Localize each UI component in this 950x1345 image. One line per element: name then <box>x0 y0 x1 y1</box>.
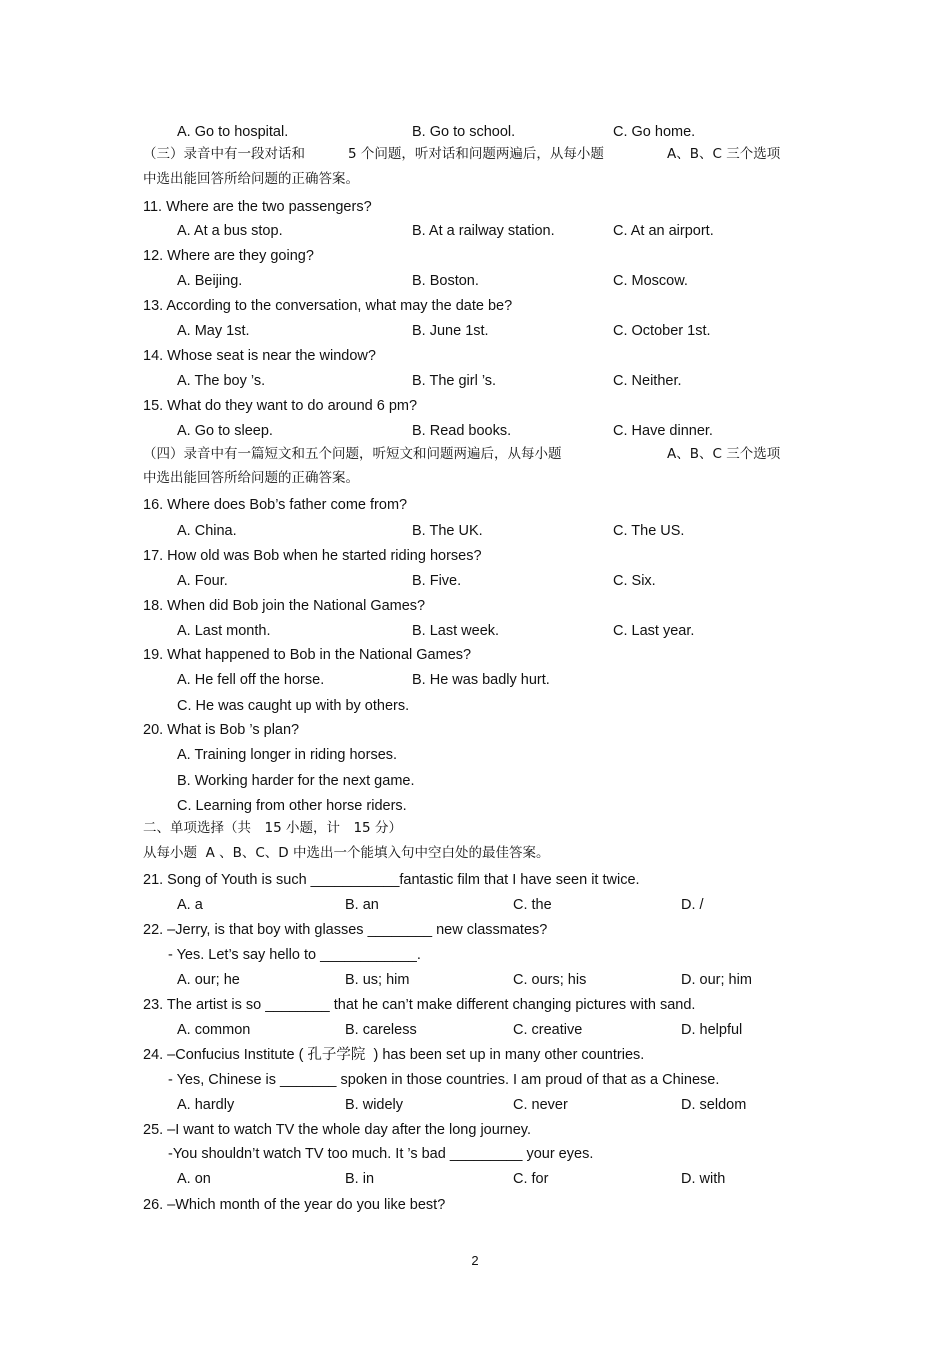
q20-stem: 20. What is Bob ’s plan? <box>143 722 300 738</box>
q14-option-c: C. Neither. <box>613 373 682 389</box>
q22-option-b: B. us; him <box>345 972 410 988</box>
q18-option-b: B. Last week. <box>412 623 500 639</box>
section4-instruction-part1: （四）录音中有一篇短文和五个问题，听短文和问题两遍后，从每小题 <box>143 446 562 462</box>
q11-option-b: B. At a railway station. <box>412 223 555 239</box>
q10-option-b: B. Go to school. <box>412 124 516 140</box>
q15-option-c: C. Have dinner. <box>613 423 713 439</box>
q24-option-d: D. seldom <box>681 1097 747 1113</box>
q11-option-c: C. At an airport. <box>613 223 714 239</box>
q25-stem: 25. –I want to watch TV the whole day after the long journey. <box>143 1122 531 1138</box>
page-number: 2 <box>471 1253 479 1268</box>
q25-option-b: B. in <box>345 1171 375 1187</box>
q26-stem: 26. –Which month of the year do you like best? <box>143 1197 446 1213</box>
q19-option-a: A. He fell off the horse. <box>177 672 325 688</box>
q12-option-c: C. Moscow. <box>613 273 688 289</box>
q13-stem: 13. According to the conversation, what may the date be? <box>143 298 513 314</box>
section3-instruction-part2: 5 个问题，听对话和问题两遍后，从每小题 <box>348 146 604 162</box>
q21-option-d: D. / <box>681 897 704 913</box>
q21-stem: 21. Song of Youth is such ___________fantastic film that I have seen it twice. <box>143 872 640 888</box>
q25-option-a: A. on <box>177 1171 211 1187</box>
q18-stem: 18. When did Bob join the National Games? <box>143 598 426 614</box>
section3-instruction-part3: A、B、C 三个选项 <box>667 146 781 162</box>
part2-heading: 二、单项选择（共 15 小题，计 15 分） <box>143 820 402 836</box>
q16-option-b: B. The UK. <box>412 523 483 539</box>
q12-option-b: B. Boston. <box>412 273 479 289</box>
q23-option-c: C. creative <box>513 1022 583 1038</box>
q11-stem: 11. Where are the two passengers? <box>143 199 372 215</box>
q16-stem: 16. Where does Bob’s father come from? <box>143 497 408 513</box>
q22-option-c: C. ours; his <box>513 972 587 988</box>
q25-option-d: D. with <box>681 1171 726 1187</box>
part2-instruction: 从每小题 A 、B、C、D 中选出一个能填入句中空白处的最佳答案。 <box>143 845 550 861</box>
q11-option-a: A. At a bus stop. <box>177 223 283 239</box>
section3-instruction-line2: 中选出能回答所给问题的正确答案。 <box>143 171 359 187</box>
section4-instruction-line2: 中选出能回答所给问题的正确答案。 <box>143 470 359 486</box>
q12-stem: 12. Where are they going? <box>143 248 314 264</box>
q24-option-c: C. never <box>513 1097 568 1113</box>
q20-option-a: A. Training longer in riding horses. <box>177 747 398 763</box>
q19-stem: 19. What happened to Bob in the National Games? <box>143 647 472 663</box>
q22-stem-reply: - Yes. Let’s say hello to ____________. <box>168 947 421 963</box>
q16-option-c: C. The US. <box>613 523 685 539</box>
q21-option-b: B. an <box>345 897 379 913</box>
q15-option-a: A. Go to sleep. <box>177 423 273 439</box>
q17-stem: 17. How old was Bob when he started riding horses? <box>143 548 482 564</box>
q24-stem-reply: - Yes, Chinese is _______ spoken in those countries. I am proud of that as a Chinese. <box>168 1072 720 1088</box>
q24-option-a: A. hardly <box>177 1097 235 1113</box>
q17-option-c: C. Six. <box>613 573 656 589</box>
q17-option-b: B. Five. <box>412 573 462 589</box>
q20-option-b: B. Working harder for the next game. <box>177 773 415 789</box>
q12-option-a: A. Beijing. <box>177 273 243 289</box>
q15-option-b: B. Read books. <box>412 423 512 439</box>
q14-stem: 14. Whose seat is near the window? <box>143 348 376 364</box>
q14-option-a: A. The boy ’s. <box>177 373 266 389</box>
q13-option-c: C. October 1st. <box>613 323 711 339</box>
q13-option-b: B. June 1st. <box>412 323 489 339</box>
q14-option-b: B. The girl ’s. <box>412 373 497 389</box>
q17-option-a: A. Four. <box>177 573 228 589</box>
q20-option-c: C. Learning from other horse riders. <box>177 798 407 814</box>
q22-option-a: A. our; he <box>177 972 240 988</box>
section4-instruction-part2: A、B、C 三个选项 <box>667 446 781 462</box>
q15-stem: 15. What do they want to do around 6 pm? <box>143 398 418 414</box>
q22-option-d: D. our; him <box>681 972 752 988</box>
q22-stem: 22. –Jerry, is that boy with glasses ________ new classmates? <box>143 922 548 938</box>
q16-option-a: A. China. <box>177 523 237 539</box>
q21-option-a: A. a <box>177 897 203 913</box>
q24-stem: 24. –Confucius Institute ( 孔子学院 ) has been set up in many other countries. <box>143 1047 645 1063</box>
q19-option-c: C. He was caught up with by others. <box>177 698 410 714</box>
q23-option-d: D. helpful <box>681 1022 743 1038</box>
q23-stem: 23. The artist is so ________ that he can’t make different changing pictures with sand. <box>143 997 696 1013</box>
q24-option-b: B. widely <box>345 1097 404 1113</box>
q23-option-a: A. common <box>177 1022 251 1038</box>
q10-option-c: C. Go home. <box>613 124 696 140</box>
section3-instruction-part1: （三）录音中有一段对话和 <box>143 146 305 162</box>
q23-option-b: B. careless <box>345 1022 417 1038</box>
q21-option-c: C. the <box>513 897 552 913</box>
q25-option-c: C. for <box>513 1171 549 1187</box>
q19-option-b: B. He was badly hurt. <box>412 672 550 688</box>
q10-option-a: A. Go to hospital. <box>177 124 289 140</box>
q18-option-c: C. Last year. <box>613 623 695 639</box>
q18-option-a: A. Last month. <box>177 623 271 639</box>
q25-stem-reply: -You shouldn’t watch TV too much. It ’s bad _________ your eyes. <box>168 1146 594 1162</box>
q13-option-a: A. May 1st. <box>177 323 250 339</box>
